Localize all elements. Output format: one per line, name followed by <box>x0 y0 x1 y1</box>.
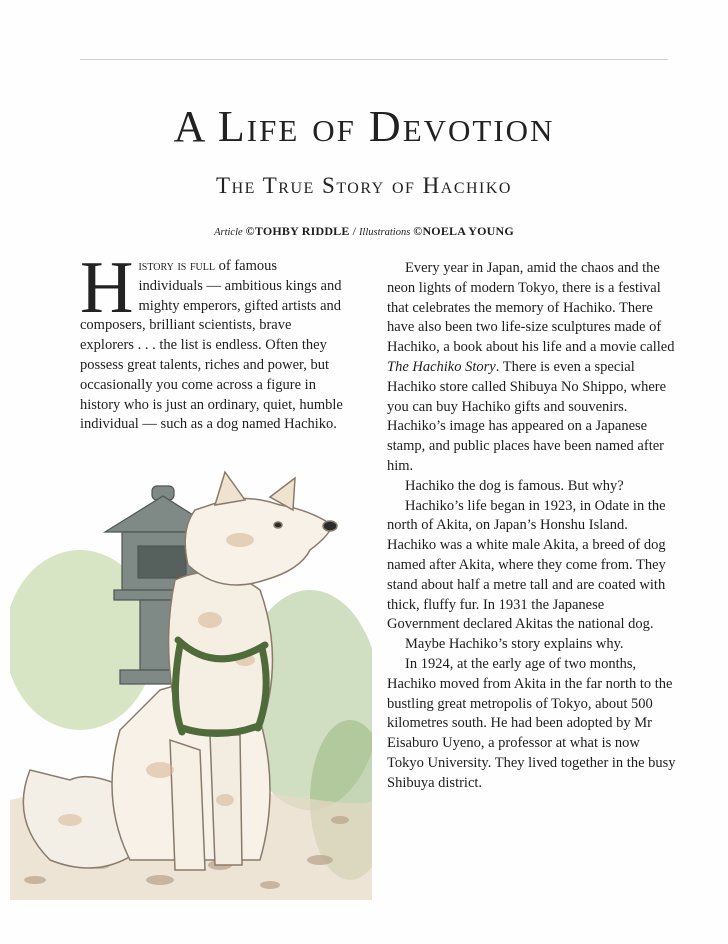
header-rule <box>80 59 668 60</box>
article-subtitle: The True Story of Hachiko <box>216 173 512 198</box>
paragraph-text: . There is even a special Hachiko store called Shibuya No Shippo, where you can buy Hachiko gifts and souvenirs. Hachiko’s image has appeared on a Japanese stamp, and public places have been named after him. <box>387 358 667 474</box>
body-column <box>387 259 677 794</box>
drop-cap: H <box>80 247 134 329</box>
intro-text: of famous individuals — ambitious kings and mighty emperors, gifted artists and composers, brilliant scientists, brave explorers . . . the list is endless. Often they possess great talents, riches and power, but occasionally you come across a figure in history who is just an ordinary, quiet, humble individual — such as a dog named Hachiko. <box>80 258 343 433</box>
illustrator: ©NOELA YOUNG <box>413 224 514 238</box>
article-author: ©TOHBY RIDDLE <box>245 224 350 238</box>
intro-column <box>80 247 345 435</box>
hachiko-illustration <box>10 470 372 900</box>
intro-lead: istory is full <box>138 258 215 274</box>
body-paragraph: Maybe Hachiko’s story explains why. <box>405 636 624 653</box>
article-label: Article <box>214 227 243 238</box>
intro-paragraph <box>80 247 345 435</box>
credits <box>0 222 728 242</box>
illustrations-label: Illustrations <box>358 227 411 238</box>
paragraph-text: Every year in Japan, amid the chaos and the neon lights of modern Tokyo, there is a festival that celebrates the memory of Hachiko. There have also been two life-size sculptures made of Hachiko, a book about his life and a movie called <box>387 260 675 356</box>
body-paragraph: Hachiko the dog is famous. But why? <box>405 477 624 494</box>
book-title: The Hachiko Story <box>387 358 496 375</box>
body-paragraph: In 1924, at the early age of two months, Hachiko moved from Akita in the far north to the bustling great metropolis of Tokyo, about 500 kilometres south. He had been adopted by Mr Eisaburo Uyeno, a professor at what is now Tokyo University. They lived together in the busy Shibuya district. <box>387 655 676 791</box>
article-title: A Life of Devotion <box>173 102 555 151</box>
body-paragraph <box>387 259 677 477</box>
body-paragraph: Hachiko’s life began in 1923, in Odate in the north of Akita, on Japan’s Honshu Island. Hachiko was a white male Akita, a breed of dog named after Akita, where they come from. They stand about half a metre tall and are coated with thick, fluffy fur. In 1931 the Japanese Government declared Akitas the national dog. <box>387 497 666 633</box>
credits-separator: / <box>352 224 356 238</box>
